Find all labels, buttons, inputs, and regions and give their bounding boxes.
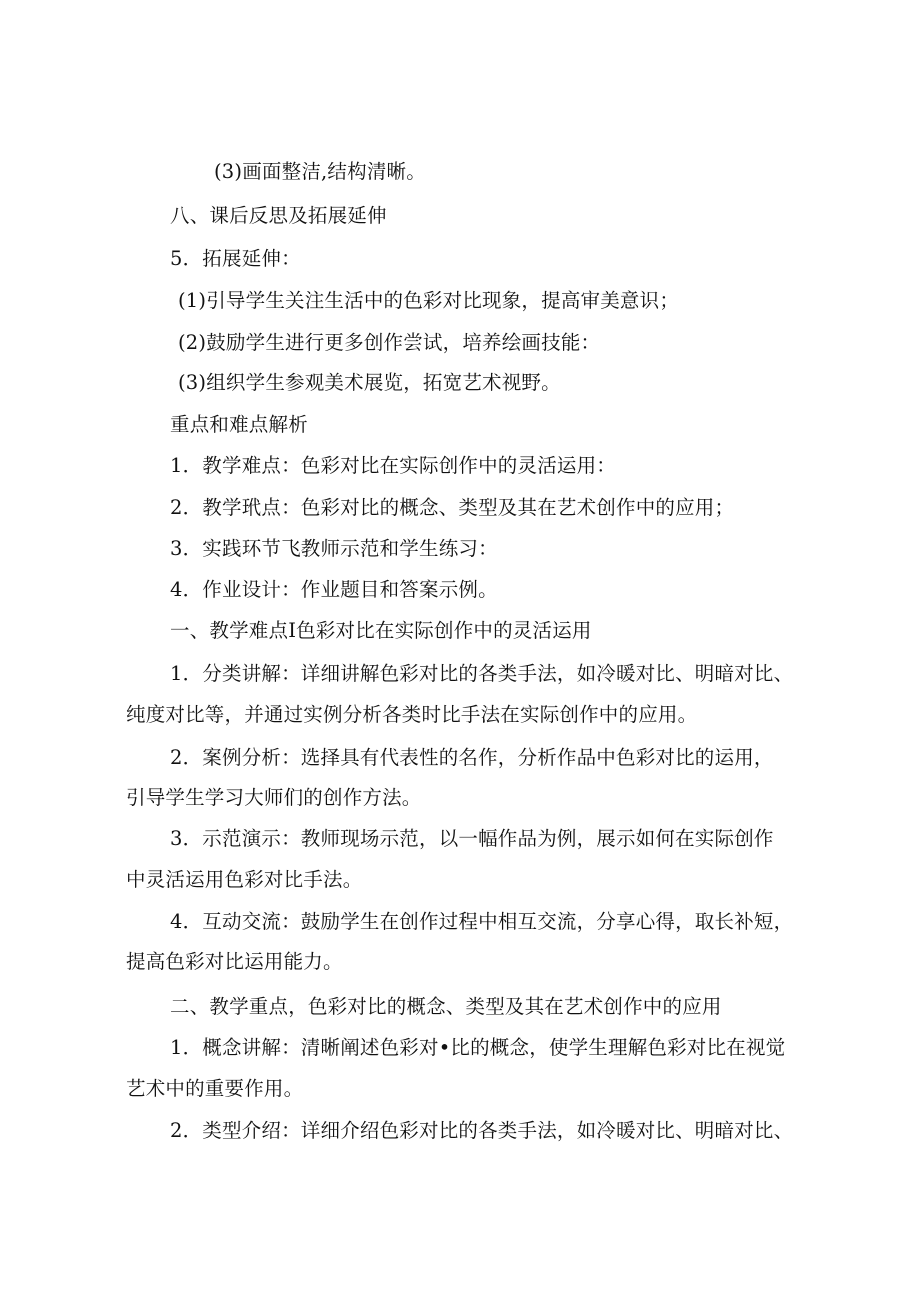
- section-heading: 二、教学重点，色彩对比的概念、类型及其在艺术创作中的应用: [170, 995, 722, 1018]
- text-line: (3)组织学生参观美术展览，拓宽艺术视野。: [178, 371, 561, 394]
- text-line: (2)鼓励学生进行更多创作尝试，培养绘画技能：: [178, 331, 601, 354]
- text-line: 3．示范演示：教师现场示范，以一幅作品为例，展示如何在实际创作: [170, 827, 774, 850]
- text-line: 2．案例分析：选择具有代表性的名作，分析作品中色彩对比的运用，: [170, 746, 774, 769]
- section-heading: 一、教学难点I色彩对比在实际创作中的灵活运用: [170, 619, 592, 642]
- text-line: 引导学生学习大师们的创作方法。: [126, 786, 422, 809]
- text-line: 中灵活运用色彩对比手法。: [126, 868, 363, 891]
- text-line: 1．教学难点：色彩对比在实际创作中的灵活运用：: [170, 454, 617, 477]
- text-line: 2．教学玳点：色彩对比的概念、类型及其在艺术创作中的应用；: [170, 496, 735, 519]
- text-line: 3．实践环节飞教师示范和学生练习：: [170, 537, 498, 560]
- text-line: 5．拓展延伸：: [170, 247, 301, 270]
- text-line: (1)引导学生关注生活中的色彩对比现象，提高审美意识；: [178, 289, 680, 312]
- text-line: 2．类型介绍：详细介绍色彩对比的各类手法，如冷暖对比、明暗对比、: [170, 1119, 794, 1142]
- section-heading: 八、课后反思及拓展延伸: [170, 204, 387, 227]
- text-line: 纯度对比等，并通过实例分析各类时比手法在实际创作中的应用。: [126, 703, 698, 726]
- text-line: (3)画面整洁,结构清晰。: [214, 160, 426, 183]
- text-line: 1．分类讲解：详细讲解色彩对比的各类手法，如冷暖对比、明暗对比、: [170, 662, 794, 685]
- section-heading: 重点和难点解析: [170, 413, 308, 436]
- text-line: 4．作业设计：作业题目和答案示例。: [170, 578, 498, 601]
- text-line: 4．互动交流：鼓励学生在创作过程中相互交流，分享心得，取长补短，: [170, 910, 794, 933]
- text-line: 提高色彩对比运用能力。: [126, 950, 343, 973]
- text-line: 艺术中的重要作用。: [126, 1077, 304, 1100]
- text-line: 1．概念讲解：清晰阐述色彩对•比的概念，使学生理解色彩对比在视觉: [170, 1036, 786, 1059]
